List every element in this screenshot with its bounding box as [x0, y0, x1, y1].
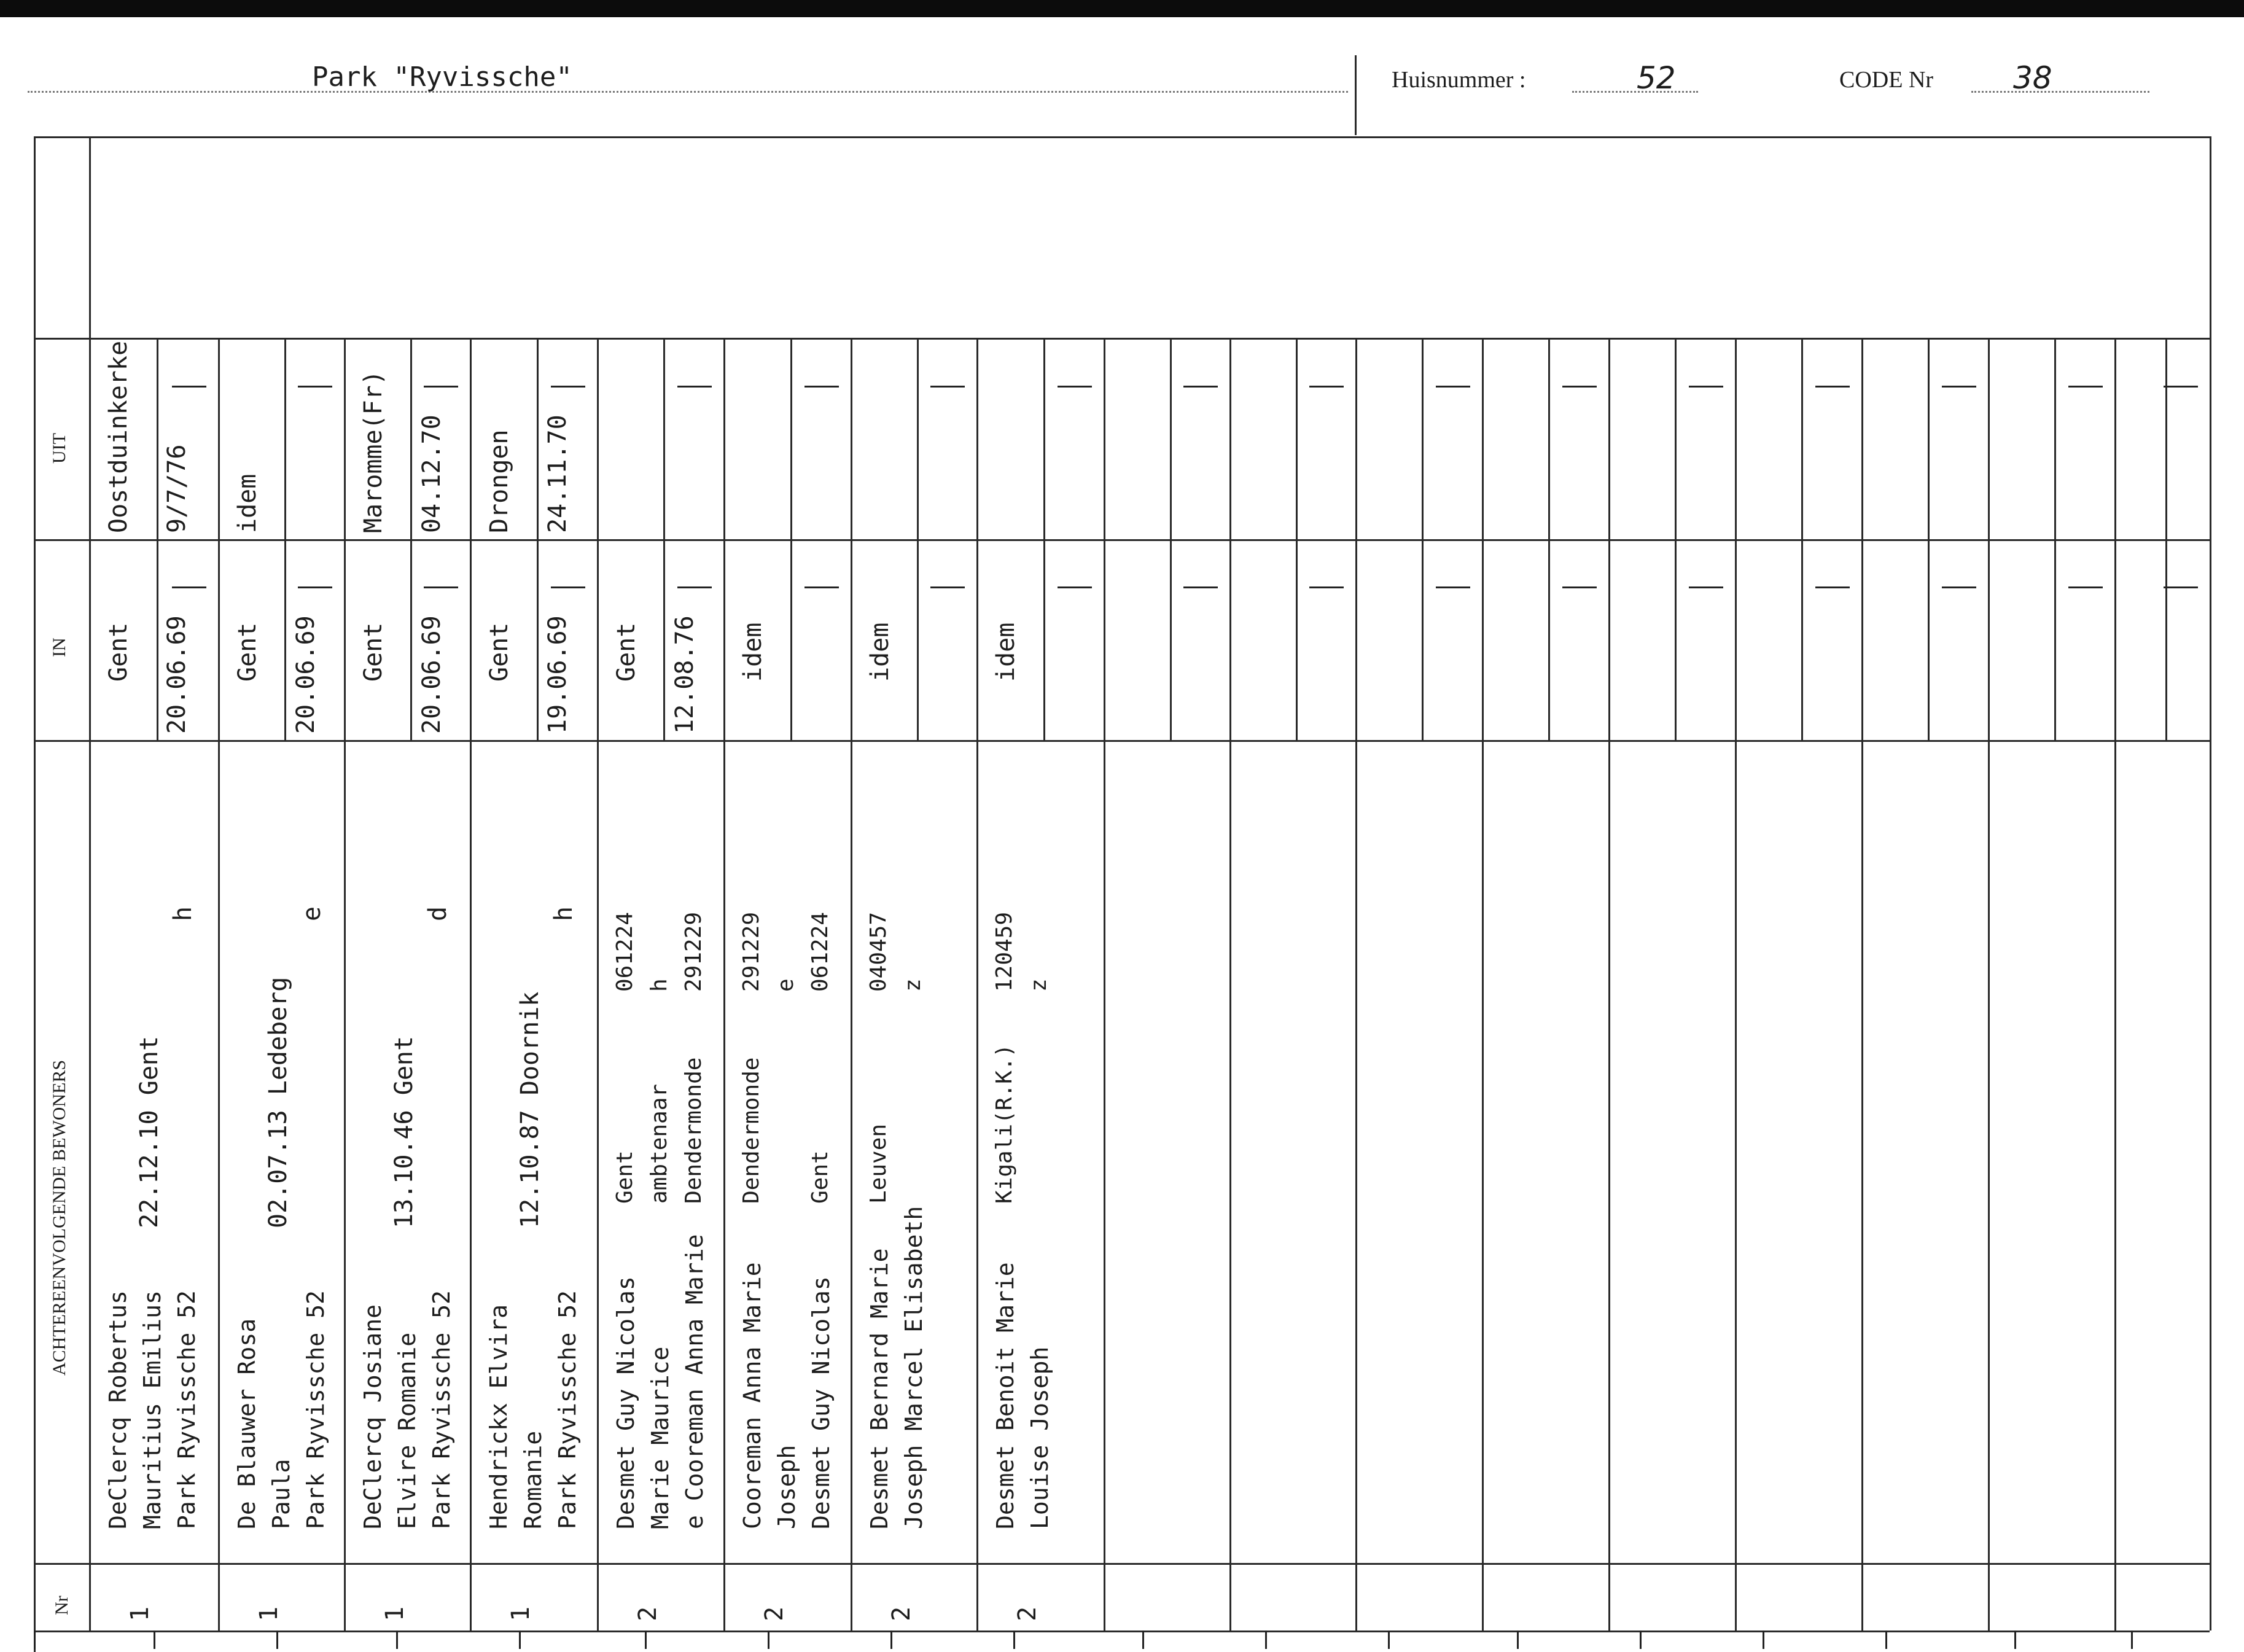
bottom-tick — [276, 1631, 278, 1649]
date-sub-divider — [1422, 338, 1424, 740]
bottom-tick — [768, 1631, 769, 1649]
entry-code: e — [773, 978, 798, 992]
huisnummer-label: Huisnummer : — [1392, 67, 1526, 93]
bottom-tick — [154, 1631, 155, 1649]
in-empty-dash — [424, 586, 458, 588]
in-place: idem — [739, 622, 767, 682]
entry-name-line: Cooreman Anna Marie — [739, 1262, 766, 1529]
uit-empty-dash — [1183, 386, 1218, 388]
column-divider — [597, 338, 599, 1631]
in-header: IN — [49, 637, 69, 657]
bottom-tick — [1640, 1631, 1642, 1649]
in-empty-dash — [804, 586, 839, 588]
entry-nr: 1 — [126, 1606, 154, 1621]
bottom-tick — [890, 1631, 892, 1649]
entry-mark: e — [298, 906, 326, 921]
uit-place: Drongen — [485, 429, 513, 533]
bottom-tick — [2014, 1631, 2016, 1649]
entry-nr: 1 — [381, 1606, 409, 1621]
date-sub-divider — [790, 338, 792, 740]
in-empty-dash — [1309, 586, 1344, 588]
uit-section-top — [34, 338, 2210, 340]
entry-name-line: De Blauwer Rosa — [233, 1318, 260, 1529]
entry-code: 291229 — [739, 911, 764, 992]
uit-empty-dash — [1309, 386, 1344, 388]
in-place: idem — [866, 622, 894, 682]
entry-name-line: Desmet Guy Nicolas — [808, 1276, 835, 1529]
entry-name-line: DeClercq Josiane — [359, 1304, 386, 1529]
entry-mark: h — [169, 906, 197, 921]
uit-place: Maromme(Fr) — [359, 370, 388, 533]
column-divider — [344, 338, 346, 1631]
in-empty-dash — [1183, 586, 1218, 588]
entry-birth: 13.10.46 Gent — [390, 1035, 418, 1228]
table-right-border — [2210, 136, 2211, 1631]
in-empty-dash — [677, 586, 712, 588]
in-section-top — [34, 539, 2210, 541]
in-place: idem — [992, 622, 1020, 682]
date-sub-divider — [157, 338, 158, 740]
entry-name-line: Hendrickx Elvira — [485, 1304, 512, 1529]
date-sub-divider — [917, 338, 919, 740]
entry-name-line: Romanie — [520, 1430, 547, 1529]
entry-nr: 2 — [760, 1606, 789, 1621]
bottom-tick — [1763, 1631, 1764, 1649]
table-bottom-border — [34, 1631, 2210, 1632]
in-empty-dash — [1942, 586, 1976, 588]
uit-empty-dash — [1436, 386, 1470, 388]
entry-nr: 2 — [1013, 1606, 1042, 1621]
uit-date: 9/7/76 — [163, 444, 191, 533]
in-date: 20.06.69 — [292, 615, 320, 734]
bewoners-section-top — [34, 740, 2210, 742]
entry-code: 040457 — [866, 911, 891, 992]
top-scan-bar — [0, 0, 2244, 17]
entry-code: 291229 — [681, 911, 706, 992]
nr-header: Nr — [52, 1596, 72, 1615]
entry-extra: Leuven — [866, 1123, 891, 1204]
uit-empty-dash — [1562, 386, 1597, 388]
in-date: 20.06.69 — [418, 615, 446, 734]
in-place: Gent — [485, 622, 513, 682]
code-dotted-line — [1971, 91, 2149, 93]
bottom-tick — [2131, 1631, 2133, 1649]
in-empty-dash — [2068, 586, 2103, 588]
column-divider — [1988, 338, 1990, 1631]
entry-birth: 02.07.13 Ledeberg — [264, 976, 292, 1228]
uit-empty-dash — [677, 386, 712, 388]
entry-birth: 22.12.10 Gent — [135, 1035, 163, 1228]
park-dotted-line — [28, 91, 1348, 93]
in-empty-dash — [298, 586, 332, 588]
entry-name-line: Mauritius Emilius — [139, 1290, 166, 1529]
uit-empty-dash — [2164, 386, 2198, 388]
uit-date: 24.11.70 — [543, 415, 572, 533]
header-column-divider — [89, 136, 91, 1631]
entry-name-line: Elvire Romanie — [394, 1332, 421, 1529]
uit-empty-dash — [930, 386, 965, 388]
bottom-tick — [1517, 1631, 1519, 1649]
in-empty-dash — [551, 586, 585, 588]
uit-header: UIT — [49, 433, 69, 464]
uit-empty-dash — [804, 386, 839, 388]
entry-code: 120459 — [992, 911, 1017, 992]
date-sub-divider — [1170, 338, 1172, 740]
entry-nr: 1 — [255, 1606, 283, 1621]
entry-nr: 2 — [634, 1606, 662, 1621]
huisnummer-value: 52 — [1637, 60, 1676, 96]
in-place: Gent — [612, 622, 641, 682]
entry-name-line: Louise Joseph — [1026, 1346, 1053, 1529]
entry-extra: Gent — [612, 1150, 637, 1204]
date-sub-divider — [1296, 338, 1298, 740]
uit-empty-dash — [424, 386, 458, 388]
column-divider — [1355, 338, 1357, 1631]
entry-code: h — [647, 978, 672, 992]
entry-name-line: Desmet Guy Nicolas — [612, 1276, 639, 1529]
entry-mark: h — [550, 906, 578, 921]
uit-date: 04.12.70 — [418, 415, 446, 533]
header-divider — [1355, 55, 1357, 135]
entry-code: 061224 — [612, 911, 637, 992]
date-sub-divider — [284, 338, 286, 740]
bottom-tick — [1142, 1631, 1144, 1649]
uit-empty-dash — [1058, 386, 1092, 388]
entry-code: 061224 — [808, 911, 833, 992]
date-sub-divider — [1043, 338, 1045, 740]
date-sub-divider — [663, 338, 665, 740]
table-left-border — [34, 136, 36, 1652]
in-place: Gent — [104, 622, 133, 682]
entry-name-line: Joseph — [773, 1444, 800, 1529]
bottom-tick — [34, 1631, 36, 1649]
column-divider — [1104, 338, 1105, 1631]
column-divider — [851, 338, 852, 1631]
column-divider — [1735, 338, 1737, 1631]
in-place: Gent — [359, 622, 388, 682]
uit-empty-dash — [2068, 386, 2103, 388]
column-divider — [1482, 338, 1484, 1631]
entry-name-line: Joseph Marcel Elisabeth — [900, 1206, 927, 1529]
entry-name-line: Paula — [268, 1459, 295, 1529]
entry-name-line: e Cooreman Anna Marie — [681, 1234, 708, 1529]
in-date: 12.08.76 — [671, 615, 699, 734]
entry-name-line: Marie Maurice — [647, 1346, 674, 1529]
date-sub-divider — [1548, 338, 1550, 740]
entry-birth: 12.10.87 Doornik — [516, 991, 544, 1228]
column-divider — [723, 338, 725, 1631]
entry-code: z — [1026, 978, 1051, 992]
entry-name-line: Park Ryvissche 52 — [554, 1290, 581, 1529]
entry-extra: Gent — [808, 1150, 833, 1204]
column-divider — [1608, 338, 1610, 1631]
date-sub-divider — [410, 338, 412, 740]
uit-empty-dash — [1942, 386, 1976, 388]
code-value: 38 — [2013, 60, 2052, 96]
in-empty-dash — [1436, 586, 1470, 588]
uit-place: idem — [233, 473, 262, 533]
entry-name-line: Desmet Benoit Marie — [992, 1262, 1019, 1529]
entry-extra: ambtenaar — [647, 1083, 672, 1204]
bottom-tick — [645, 1631, 647, 1649]
in-empty-dash — [930, 586, 965, 588]
code-label: CODE Nr — [1839, 67, 1934, 93]
date-sub-divider — [2054, 338, 2056, 740]
column-divider — [976, 338, 978, 1631]
entry-code: z — [900, 978, 925, 992]
entry-nr: 2 — [887, 1606, 916, 1621]
uit-empty-dash — [1815, 386, 1850, 388]
entry-name-line: Park Ryvissche 52 — [302, 1290, 329, 1529]
bottom-tick — [519, 1631, 521, 1649]
uit-empty-dash — [172, 386, 206, 388]
nr-section-top — [34, 1563, 2210, 1565]
in-empty-dash — [1058, 586, 1092, 588]
uit-empty-dash — [551, 386, 585, 388]
column-divider — [470, 338, 472, 1631]
entry-mark: d — [424, 906, 452, 921]
entry-name-line: DeClercq Robertus — [104, 1290, 131, 1529]
in-empty-dash — [172, 586, 206, 588]
in-empty-dash — [2164, 586, 2198, 588]
entry-name-line: Park Ryvissche 52 — [173, 1290, 200, 1529]
entry-name-line: Park Ryvissche 52 — [428, 1290, 455, 1529]
bottom-tick — [1885, 1631, 1887, 1649]
uit-empty-dash — [298, 386, 332, 388]
uit-empty-dash — [1689, 386, 1723, 388]
entry-extra: Kigali(R.K.) — [992, 1043, 1017, 1204]
column-divider — [218, 338, 220, 1631]
bottom-tick — [1388, 1631, 1390, 1649]
column-divider — [1229, 338, 1231, 1631]
bewoners-header: ACHTEREENVOLGENDE BEWONERS — [49, 1059, 69, 1376]
entry-nr: 1 — [507, 1606, 535, 1621]
table-top-border — [34, 136, 2210, 138]
bottom-tick — [1013, 1631, 1015, 1649]
bottom-tick — [1265, 1631, 1267, 1649]
in-empty-dash — [1815, 586, 1850, 588]
in-empty-dash — [1689, 586, 1723, 588]
huisnummer-dotted-line — [1572, 91, 1698, 93]
date-sub-divider — [537, 338, 539, 740]
entry-extra: Dendermonde — [681, 1057, 706, 1204]
entry-name-line: Desmet Bernard Marie — [866, 1248, 893, 1529]
column-divider — [1861, 338, 1863, 1631]
in-date: 19.06.69 — [543, 615, 572, 734]
bottom-tick — [396, 1631, 398, 1649]
date-sub-divider — [1801, 338, 1803, 740]
date-sub-divider — [2165, 338, 2167, 740]
date-sub-divider — [1928, 338, 1930, 740]
in-place: Gent — [233, 622, 262, 682]
in-empty-dash — [1562, 586, 1597, 588]
date-sub-divider — [1675, 338, 1677, 740]
park-label: Park "Ryvissche" — [312, 61, 572, 93]
entry-extra: Dendermonde — [739, 1057, 764, 1204]
uit-place: Oostduinkerke — [104, 340, 133, 533]
column-divider — [2114, 338, 2116, 1631]
in-date: 20.06.69 — [163, 615, 191, 734]
